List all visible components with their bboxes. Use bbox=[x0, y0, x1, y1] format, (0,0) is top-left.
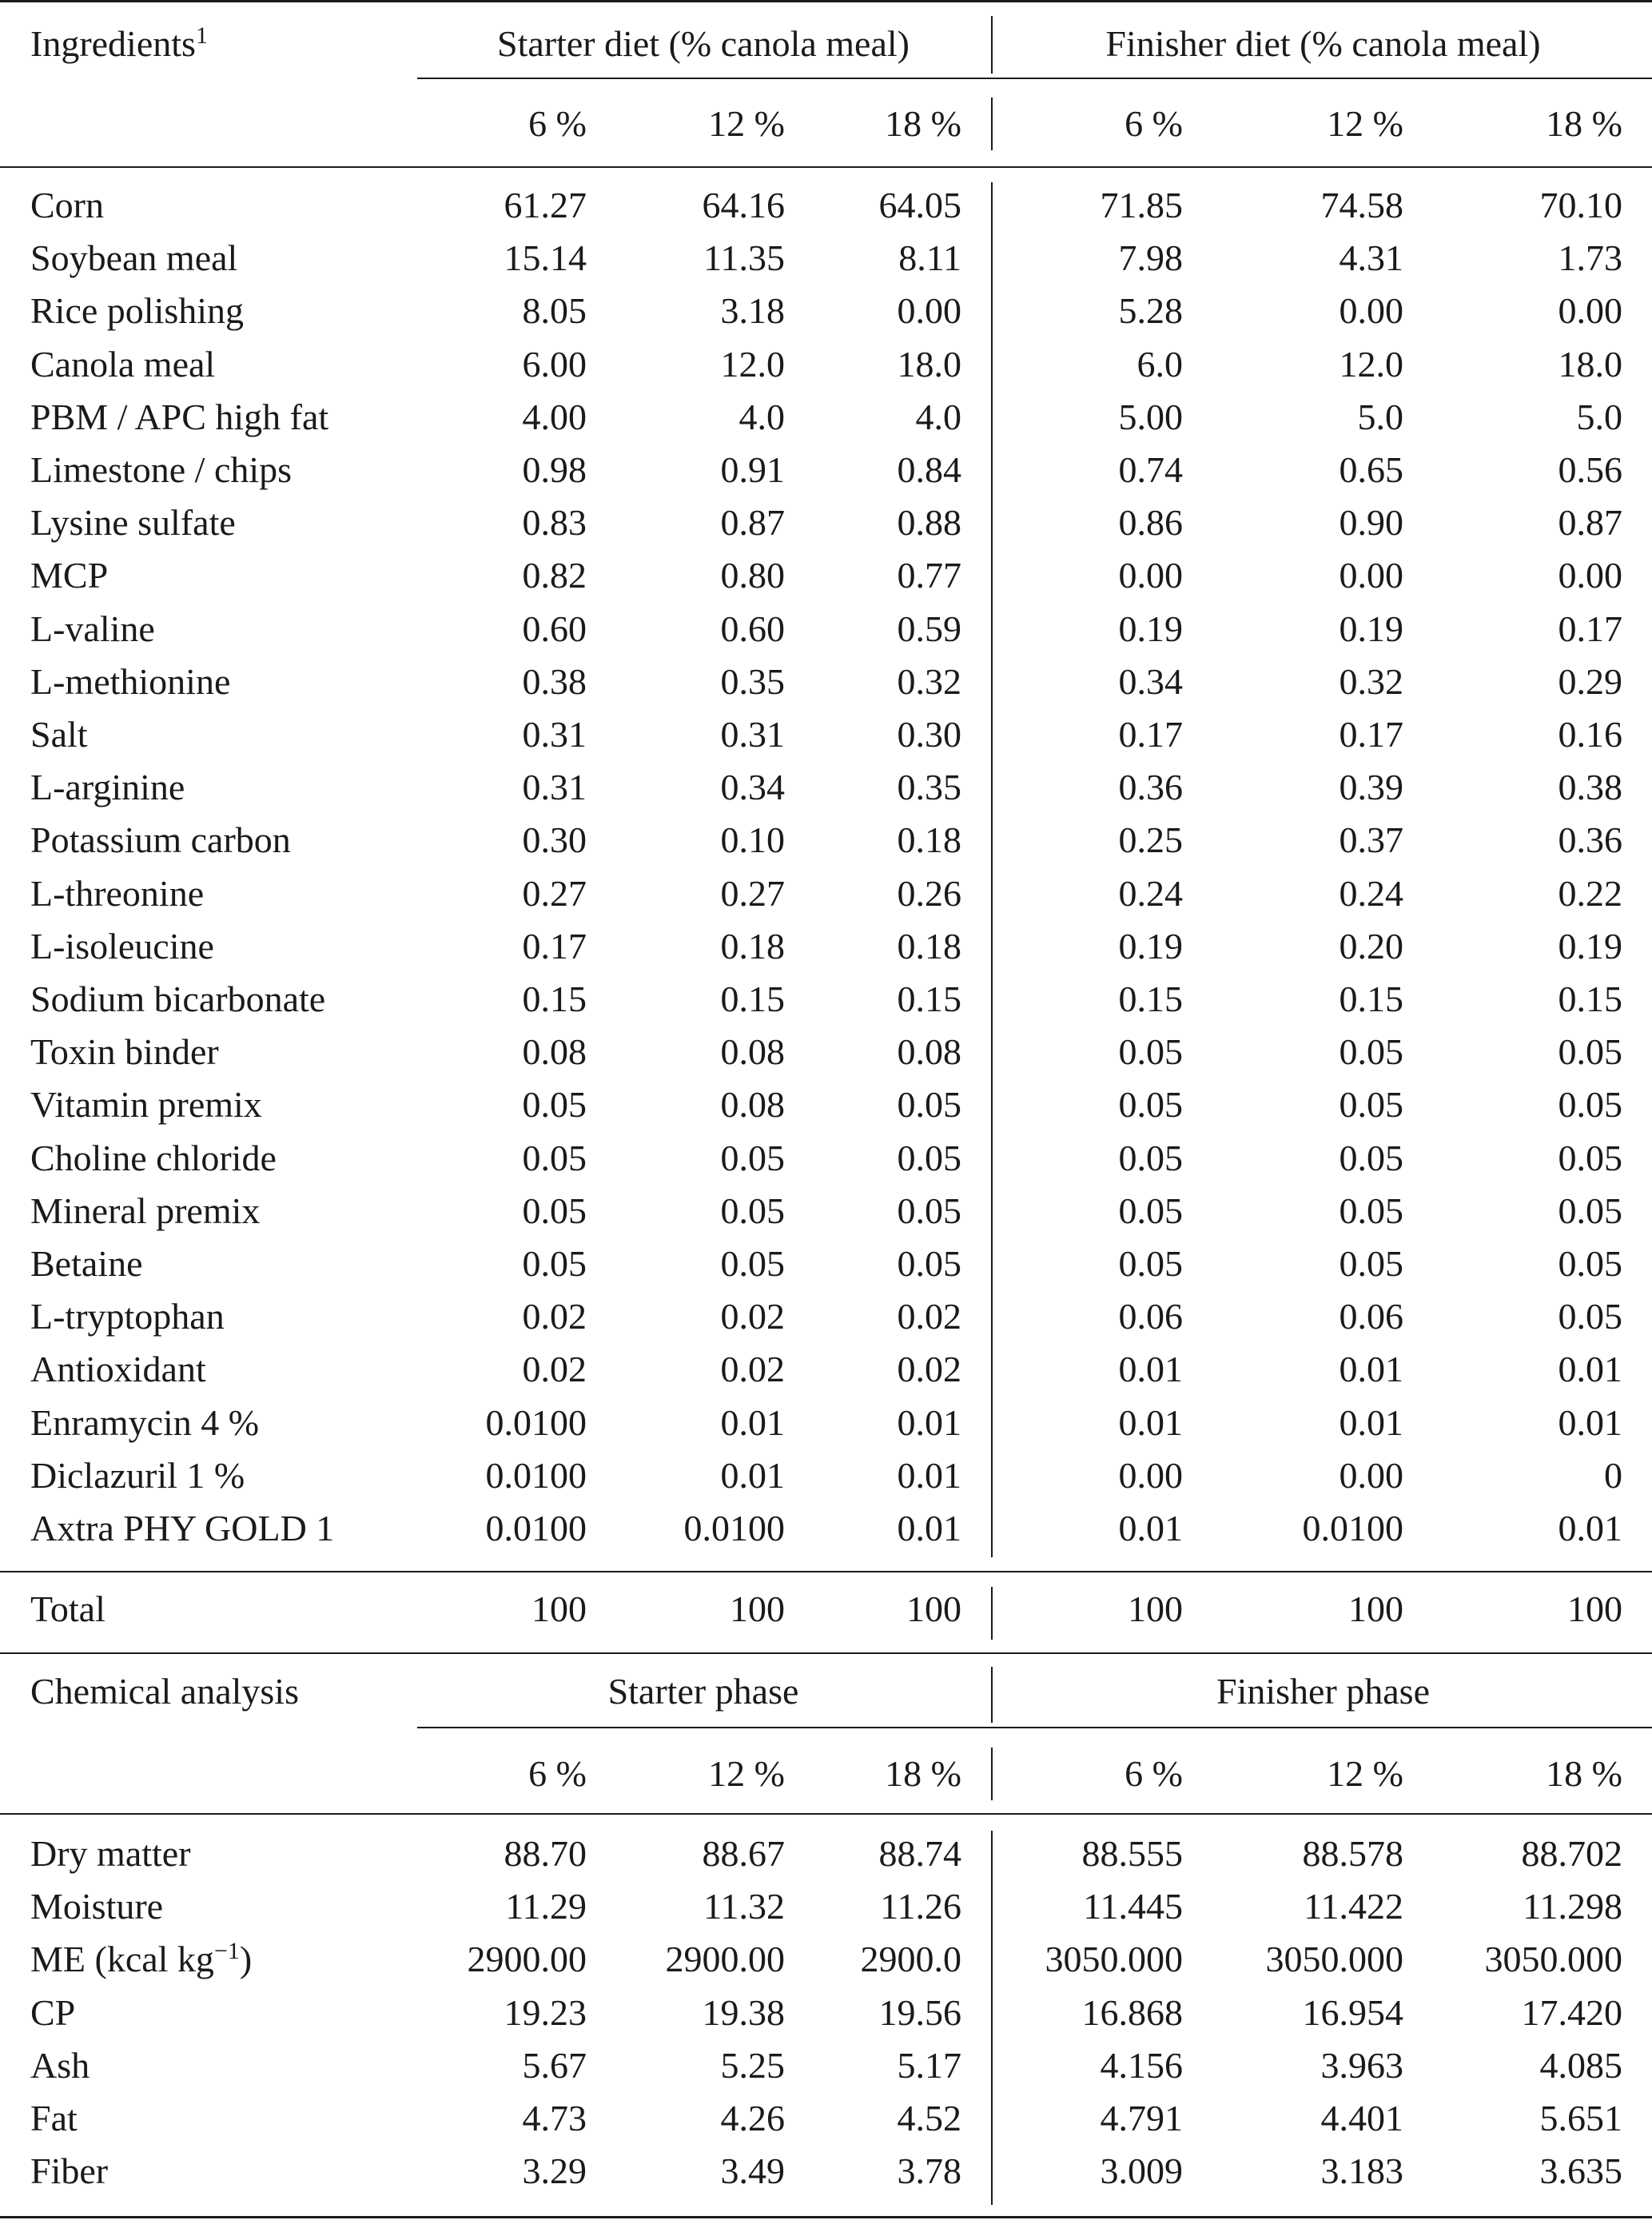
value-cell: 0.39 bbox=[1339, 767, 1403, 807]
value-cell: 0.05 bbox=[1339, 1243, 1403, 1284]
value-cell: 0.01 bbox=[1339, 1349, 1403, 1389]
value-cell: 0.77 bbox=[897, 555, 961, 596]
value-cell: 4.26 bbox=[720, 2098, 785, 2138]
row-label: Corn bbox=[30, 185, 104, 225]
row-label: MCP bbox=[30, 555, 109, 596]
row-label: PBM / APC high fat bbox=[30, 397, 329, 437]
row-label: Ash bbox=[30, 2045, 90, 2086]
value-cell: 18.0 bbox=[1558, 344, 1622, 385]
value-cell: 0 bbox=[1604, 1455, 1622, 1496]
value-cell: 88.67 bbox=[702, 1833, 785, 1874]
value-cell: 0.05 bbox=[720, 1243, 785, 1284]
value-cell: 3050.000 bbox=[1265, 1939, 1403, 1979]
value-cell: 0.00 bbox=[1118, 555, 1183, 596]
value-cell: 0.01 bbox=[897, 1508, 961, 1548]
value-cell: 0.08 bbox=[522, 1031, 587, 1072]
row-label: L-tryptophan bbox=[30, 1296, 225, 1337]
value-cell: 0.17 bbox=[1339, 714, 1403, 755]
value-cell: 8.05 bbox=[522, 290, 587, 331]
row-label: L-isoleucine bbox=[30, 926, 214, 967]
group-underline bbox=[417, 78, 1652, 79]
value-cell: 0.59 bbox=[897, 608, 961, 649]
total-value-cell: 100 bbox=[1348, 1588, 1403, 1629]
value-cell: 0.05 bbox=[522, 1243, 587, 1284]
value-cell: 0.05 bbox=[1339, 1138, 1403, 1178]
value-cell: 4.085 bbox=[1539, 2045, 1622, 2086]
chemical-level-divider bbox=[991, 1748, 993, 1800]
value-cell: 0.32 bbox=[1339, 661, 1403, 702]
value-cell: 5.28 bbox=[1118, 290, 1183, 331]
value-cell: 0.0100 bbox=[485, 1402, 587, 1443]
value-cell: 0.05 bbox=[1118, 1031, 1183, 1072]
row-label: Moisture bbox=[30, 1886, 164, 1927]
value-cell: 0.27 bbox=[522, 873, 587, 914]
value-cell: 0.05 bbox=[1118, 1138, 1183, 1178]
row-label: Enramycin 4 % bbox=[30, 1402, 260, 1443]
value-cell: 0.05 bbox=[1558, 1190, 1622, 1231]
value-cell: 0.01 bbox=[1558, 1402, 1622, 1443]
value-cell: 0.38 bbox=[1558, 767, 1622, 807]
value-cell: 17.420 bbox=[1521, 1992, 1622, 2033]
value-cell: 88.555 bbox=[1081, 1833, 1183, 1874]
value-cell: 0.36 bbox=[1118, 767, 1183, 807]
value-cell: 0.19 bbox=[1118, 608, 1183, 649]
value-cell: 0.01 bbox=[897, 1402, 961, 1443]
chemical-header-bottom-rule bbox=[0, 1813, 1652, 1815]
row-label: L-methionine bbox=[30, 661, 231, 702]
row-label: Axtra PHY GOLD 1 bbox=[30, 1508, 335, 1548]
value-cell: 0.60 bbox=[522, 608, 587, 649]
value-cell: 0.01 bbox=[1118, 1508, 1183, 1548]
value-cell: 0.17 bbox=[1118, 714, 1183, 755]
value-cell: 0.05 bbox=[1558, 1243, 1622, 1284]
value-cell: 88.70 bbox=[504, 1833, 587, 1874]
value-cell: 0.88 bbox=[897, 502, 961, 543]
value-cell: 71.85 bbox=[1100, 185, 1183, 225]
value-cell: 16.954 bbox=[1302, 1992, 1403, 2033]
level-header-cell: 6 % bbox=[1125, 103, 1183, 144]
value-cell: 0.35 bbox=[897, 767, 961, 807]
value-cell: 11.298 bbox=[1523, 1886, 1622, 1927]
value-cell: 0.05 bbox=[897, 1084, 961, 1125]
value-cell: 4.73 bbox=[522, 2098, 587, 2138]
value-cell: 16.868 bbox=[1081, 1992, 1183, 2033]
value-cell: 0.19 bbox=[1339, 608, 1403, 649]
value-cell: 0.01 bbox=[1118, 1402, 1183, 1443]
row-label: CP bbox=[30, 1992, 76, 2033]
value-cell: 0.74 bbox=[1118, 449, 1183, 490]
value-cell: 0.05 bbox=[897, 1190, 961, 1231]
value-cell: 6.0 bbox=[1136, 344, 1183, 385]
value-cell: 19.23 bbox=[504, 1992, 587, 2033]
value-cell: 0.87 bbox=[1558, 502, 1622, 543]
value-cell: 0.90 bbox=[1339, 502, 1403, 543]
value-cell: 0.31 bbox=[522, 714, 587, 755]
level-header-cell: 12 % bbox=[708, 103, 785, 144]
value-cell: 11.422 bbox=[1304, 1886, 1403, 1927]
value-cell: 0.22 bbox=[1558, 873, 1622, 914]
value-cell: 3.963 bbox=[1320, 2045, 1403, 2086]
value-cell: 0.01 bbox=[1118, 1349, 1183, 1389]
value-cell: 3.18 bbox=[720, 290, 785, 331]
value-cell: 0.05 bbox=[522, 1138, 587, 1178]
level-header-cell: 12 % bbox=[1327, 1753, 1403, 1794]
row-label: L-threonine bbox=[30, 873, 205, 914]
value-cell: 0.31 bbox=[720, 714, 785, 755]
value-cell: 0.00 bbox=[1339, 555, 1403, 596]
row-label: Mineral premix bbox=[30, 1190, 261, 1231]
value-cell: 0.38 bbox=[522, 661, 587, 702]
chemical-header-divider bbox=[991, 1667, 993, 1723]
value-cell: 3.49 bbox=[720, 2150, 785, 2191]
value-cell: 0.87 bbox=[720, 502, 785, 543]
level-header-cell: 6 % bbox=[528, 103, 587, 144]
level-header-cell: 18 % bbox=[1546, 103, 1622, 144]
value-cell: 0.05 bbox=[522, 1084, 587, 1125]
value-cell: 0.15 bbox=[522, 978, 587, 1019]
row-label: L-arginine bbox=[30, 767, 185, 807]
value-cell: 11.35 bbox=[703, 237, 785, 278]
value-cell: 3.78 bbox=[897, 2150, 961, 2191]
total-bottom-rule bbox=[0, 1652, 1652, 1654]
value-cell: 88.578 bbox=[1302, 1833, 1403, 1874]
value-cell: 8.11 bbox=[898, 237, 961, 278]
value-cell: 0.35 bbox=[720, 661, 785, 702]
row-label: Choline chloride bbox=[30, 1138, 277, 1178]
value-cell: 11.32 bbox=[703, 1886, 785, 1927]
value-cell: 4.0 bbox=[915, 397, 961, 437]
value-cell: 0.31 bbox=[522, 767, 587, 807]
value-cell: 15.14 bbox=[504, 237, 587, 278]
value-cell: 0.36 bbox=[1558, 819, 1622, 860]
row-label: L-valine bbox=[30, 608, 155, 649]
top-rule bbox=[0, 0, 1652, 2]
value-cell: 0.05 bbox=[1558, 1084, 1622, 1125]
bottom-rule bbox=[0, 2216, 1652, 2218]
row-label: Dry matter bbox=[30, 1833, 191, 1874]
value-cell: 0.98 bbox=[522, 449, 587, 490]
value-cell: 0.15 bbox=[1339, 978, 1403, 1019]
value-cell: 0.19 bbox=[1558, 926, 1622, 967]
total-top-rule bbox=[0, 1571, 1652, 1572]
value-cell: 0.0100 bbox=[485, 1455, 587, 1496]
value-cell: 3.635 bbox=[1539, 2150, 1622, 2191]
value-cell: 0.00 bbox=[897, 290, 961, 331]
level-header-cell: 6 % bbox=[1125, 1753, 1183, 1794]
value-cell: 2900.0 bbox=[860, 1939, 961, 1979]
value-cell: 0.30 bbox=[897, 714, 961, 755]
row-label: Potassium carbon bbox=[30, 819, 291, 860]
value-cell: 18.0 bbox=[897, 344, 961, 385]
row-label: Soybean meal bbox=[30, 237, 238, 278]
value-cell: 0.05 bbox=[1339, 1190, 1403, 1231]
level-header-cell: 18 % bbox=[1546, 1753, 1622, 1794]
value-cell: 0.18 bbox=[720, 926, 785, 967]
starter-diet-group-header: Starter diet (% canola meal) bbox=[497, 23, 910, 64]
row-label: Salt bbox=[30, 714, 88, 755]
value-cell: 3050.000 bbox=[1484, 1939, 1622, 1979]
value-cell: 0.01 bbox=[1558, 1508, 1622, 1548]
value-cell: 0.56 bbox=[1558, 449, 1622, 490]
value-cell: 12.0 bbox=[1339, 344, 1403, 385]
value-cell: 0.02 bbox=[720, 1349, 785, 1389]
row-label: Lysine sulfate bbox=[30, 502, 236, 543]
value-cell: 0.26 bbox=[897, 873, 961, 914]
value-cell: 0.02 bbox=[522, 1349, 587, 1389]
level-header-cell: 18 % bbox=[885, 103, 961, 144]
value-cell: 0.08 bbox=[720, 1084, 785, 1125]
value-cell: 0.05 bbox=[1558, 1031, 1622, 1072]
value-cell: 0.02 bbox=[897, 1349, 961, 1389]
value-cell: 0.05 bbox=[1558, 1296, 1622, 1337]
value-cell: 0.05 bbox=[1558, 1138, 1622, 1178]
row-label: ME (kcal $kg^{-1}$) bbox=[30, 1938, 253, 1979]
value-cell: 0.84 bbox=[897, 449, 961, 490]
value-cell: 11.29 bbox=[505, 1886, 587, 1927]
value-cell: 0.65 bbox=[1339, 449, 1403, 490]
total-label: Total bbox=[30, 1588, 105, 1629]
value-cell: 4.0 bbox=[738, 397, 785, 437]
value-cell: 0.30 bbox=[522, 819, 587, 860]
value-cell: 3.009 bbox=[1100, 2150, 1183, 2191]
value-cell: 0.15 bbox=[1558, 978, 1622, 1019]
value-cell: 5.00 bbox=[1118, 397, 1183, 437]
value-cell: 0.01 bbox=[897, 1455, 961, 1496]
value-cell: 0.08 bbox=[720, 1031, 785, 1072]
value-cell: 0.34 bbox=[720, 767, 785, 807]
value-cell: 0.06 bbox=[1339, 1296, 1403, 1337]
level-header-cell: 12 % bbox=[1327, 103, 1403, 144]
value-cell: 0.24 bbox=[1118, 873, 1183, 914]
value-cell: 74.58 bbox=[1320, 185, 1403, 225]
row-label: Betaine bbox=[30, 1243, 143, 1284]
value-cell: 19.38 bbox=[702, 1992, 785, 2033]
row-label: Limestone / chips bbox=[30, 449, 293, 490]
value-cell: 88.74 bbox=[878, 1833, 961, 1874]
row-label: Vitamin premix bbox=[30, 1084, 262, 1125]
value-cell: 0.01 bbox=[1339, 1402, 1403, 1443]
total-value-cell: 100 bbox=[1128, 1588, 1183, 1629]
value-cell: 0.05 bbox=[720, 1190, 785, 1231]
level-header-cell: 12 % bbox=[708, 1753, 785, 1794]
value-cell: 0.19 bbox=[1118, 926, 1183, 967]
value-cell: 0.01 bbox=[720, 1402, 785, 1443]
value-cell: 0.32 bbox=[897, 661, 961, 702]
value-cell: 3050.000 bbox=[1045, 1939, 1183, 1979]
value-cell: 2900.00 bbox=[467, 1939, 587, 1979]
value-cell: 0.60 bbox=[720, 608, 785, 649]
level-header-cell: 18 % bbox=[885, 1753, 961, 1794]
value-cell: 0.01 bbox=[1558, 1349, 1622, 1389]
value-cell: 7.98 bbox=[1118, 237, 1183, 278]
value-cell: 5.67 bbox=[522, 2045, 587, 2086]
value-cell: 2900.00 bbox=[665, 1939, 785, 1979]
value-cell: 0.20 bbox=[1339, 926, 1403, 967]
value-cell: 0.05 bbox=[1118, 1243, 1183, 1284]
value-cell: 0.02 bbox=[522, 1296, 587, 1337]
value-cell: 0.18 bbox=[897, 819, 961, 860]
value-cell: 0.01 bbox=[720, 1455, 785, 1496]
value-cell: 0.24 bbox=[1339, 873, 1403, 914]
value-cell: 0.17 bbox=[1558, 608, 1622, 649]
value-cell: 0.0100 bbox=[485, 1508, 587, 1548]
value-cell: 4.31 bbox=[1339, 237, 1403, 278]
value-cell: 0.0100 bbox=[683, 1508, 785, 1548]
value-cell: 0.05 bbox=[522, 1190, 587, 1231]
value-cell: 0.05 bbox=[897, 1243, 961, 1284]
value-cell: 5.0 bbox=[1357, 397, 1403, 437]
finisher-diet-group-header: Finisher diet (% canola meal) bbox=[1105, 23, 1541, 64]
value-cell: 4.791 bbox=[1100, 2098, 1183, 2138]
value-cell: 0.05 bbox=[1339, 1031, 1403, 1072]
total-value-cell: 100 bbox=[1567, 1588, 1622, 1629]
value-cell: 4.156 bbox=[1100, 2045, 1183, 2086]
chemical-header-label: Chemical analysis bbox=[30, 1671, 299, 1712]
value-cell: 0.37 bbox=[1339, 819, 1403, 860]
value-cell: 0.27 bbox=[720, 873, 785, 914]
value-cell: 0.15 bbox=[1118, 978, 1183, 1019]
value-cell: 0.15 bbox=[720, 978, 785, 1019]
value-cell: 0.15 bbox=[897, 978, 961, 1019]
value-cell: 0.00 bbox=[1558, 290, 1622, 331]
value-cell: 0.34 bbox=[1118, 661, 1183, 702]
value-cell: 64.16 bbox=[702, 185, 785, 225]
value-cell: 3.183 bbox=[1320, 2150, 1403, 2191]
value-cell: 6.00 bbox=[522, 344, 587, 385]
level-header-cell: 6 % bbox=[528, 1753, 587, 1794]
row-label: Rice polishing bbox=[30, 290, 245, 331]
row-label: Fat bbox=[30, 2098, 78, 2138]
value-cell: 0.02 bbox=[897, 1296, 961, 1337]
value-cell: 4.52 bbox=[897, 2098, 961, 2138]
value-cell: 0.80 bbox=[720, 555, 785, 596]
value-cell: 0.00 bbox=[1558, 555, 1622, 596]
value-cell: 88.702 bbox=[1521, 1833, 1622, 1874]
value-cell: 5.17 bbox=[897, 2045, 961, 2086]
value-cell: 0.05 bbox=[1118, 1084, 1183, 1125]
value-cell: 0.17 bbox=[522, 926, 587, 967]
value-cell: 64.05 bbox=[878, 185, 961, 225]
value-cell: 0.16 bbox=[1558, 714, 1622, 755]
total-divider bbox=[991, 1587, 993, 1640]
value-cell: 0.00 bbox=[1118, 1455, 1183, 1496]
value-cell: 5.0 bbox=[1576, 397, 1622, 437]
value-cell: 0.00 bbox=[1339, 290, 1403, 331]
row-label: Antioxidant bbox=[30, 1349, 206, 1389]
value-cell: 61.27 bbox=[504, 185, 587, 225]
value-cell: 12.0 bbox=[720, 344, 785, 385]
value-cell: 0.83 bbox=[522, 502, 587, 543]
value-cell: 0.86 bbox=[1118, 502, 1183, 543]
value-cell: 3.29 bbox=[522, 2150, 587, 2191]
value-cell: 11.26 bbox=[880, 1886, 961, 1927]
ingredients-header-divider bbox=[991, 16, 993, 74]
value-cell: 0.10 bbox=[720, 819, 785, 860]
value-cell: 0.29 bbox=[1558, 661, 1622, 702]
row-label: Diclazuril 1 % bbox=[30, 1455, 245, 1496]
value-cell: 0.91 bbox=[720, 449, 785, 490]
value-cell: 11.445 bbox=[1083, 1886, 1183, 1927]
value-cell: 0.08 bbox=[897, 1031, 961, 1072]
value-cell: 0.25 bbox=[1118, 819, 1183, 860]
row-label: Fiber bbox=[30, 2150, 109, 2191]
value-cell: 70.10 bbox=[1539, 185, 1622, 225]
header-bottom-rule bbox=[0, 166, 1652, 168]
value-cell: 0.0100 bbox=[1302, 1508, 1403, 1548]
total-value-cell: 100 bbox=[730, 1588, 785, 1629]
value-cell: 0.00 bbox=[1339, 1455, 1403, 1496]
value-cell: 0.82 bbox=[522, 555, 587, 596]
value-cell: 4.00 bbox=[522, 397, 587, 437]
chemical-group-underline bbox=[417, 1727, 1652, 1728]
value-cell: 19.56 bbox=[878, 1992, 961, 2033]
value-cell: 1.73 bbox=[1558, 237, 1622, 278]
value-cell: 0.06 bbox=[1118, 1296, 1183, 1337]
row-label: Sodium bicarbonate bbox=[30, 978, 326, 1019]
value-cell: 5.651 bbox=[1539, 2098, 1622, 2138]
row-label: Toxin binder bbox=[30, 1031, 219, 1072]
total-value-cell: 100 bbox=[531, 1588, 587, 1629]
value-cell: 0.18 bbox=[897, 926, 961, 967]
value-cell: 4.401 bbox=[1320, 2098, 1403, 2138]
value-cell: 5.25 bbox=[720, 2045, 785, 2086]
starter-phase-group-header: Starter phase bbox=[607, 1671, 799, 1712]
row-label: Canola meal bbox=[30, 344, 216, 385]
value-cell: 0.05 bbox=[1118, 1190, 1183, 1231]
value-cell: 0.05 bbox=[720, 1138, 785, 1178]
value-cell: 0.05 bbox=[1339, 1084, 1403, 1125]
ingredients-header-label: Ingredients$^1$ bbox=[30, 22, 208, 64]
total-value-cell: 100 bbox=[906, 1588, 961, 1629]
value-cell: 0.02 bbox=[720, 1296, 785, 1337]
value-cell: 0.05 bbox=[897, 1138, 961, 1178]
finisher-phase-group-header: Finisher phase bbox=[1216, 1671, 1430, 1712]
ingredients-level-divider bbox=[991, 98, 993, 150]
